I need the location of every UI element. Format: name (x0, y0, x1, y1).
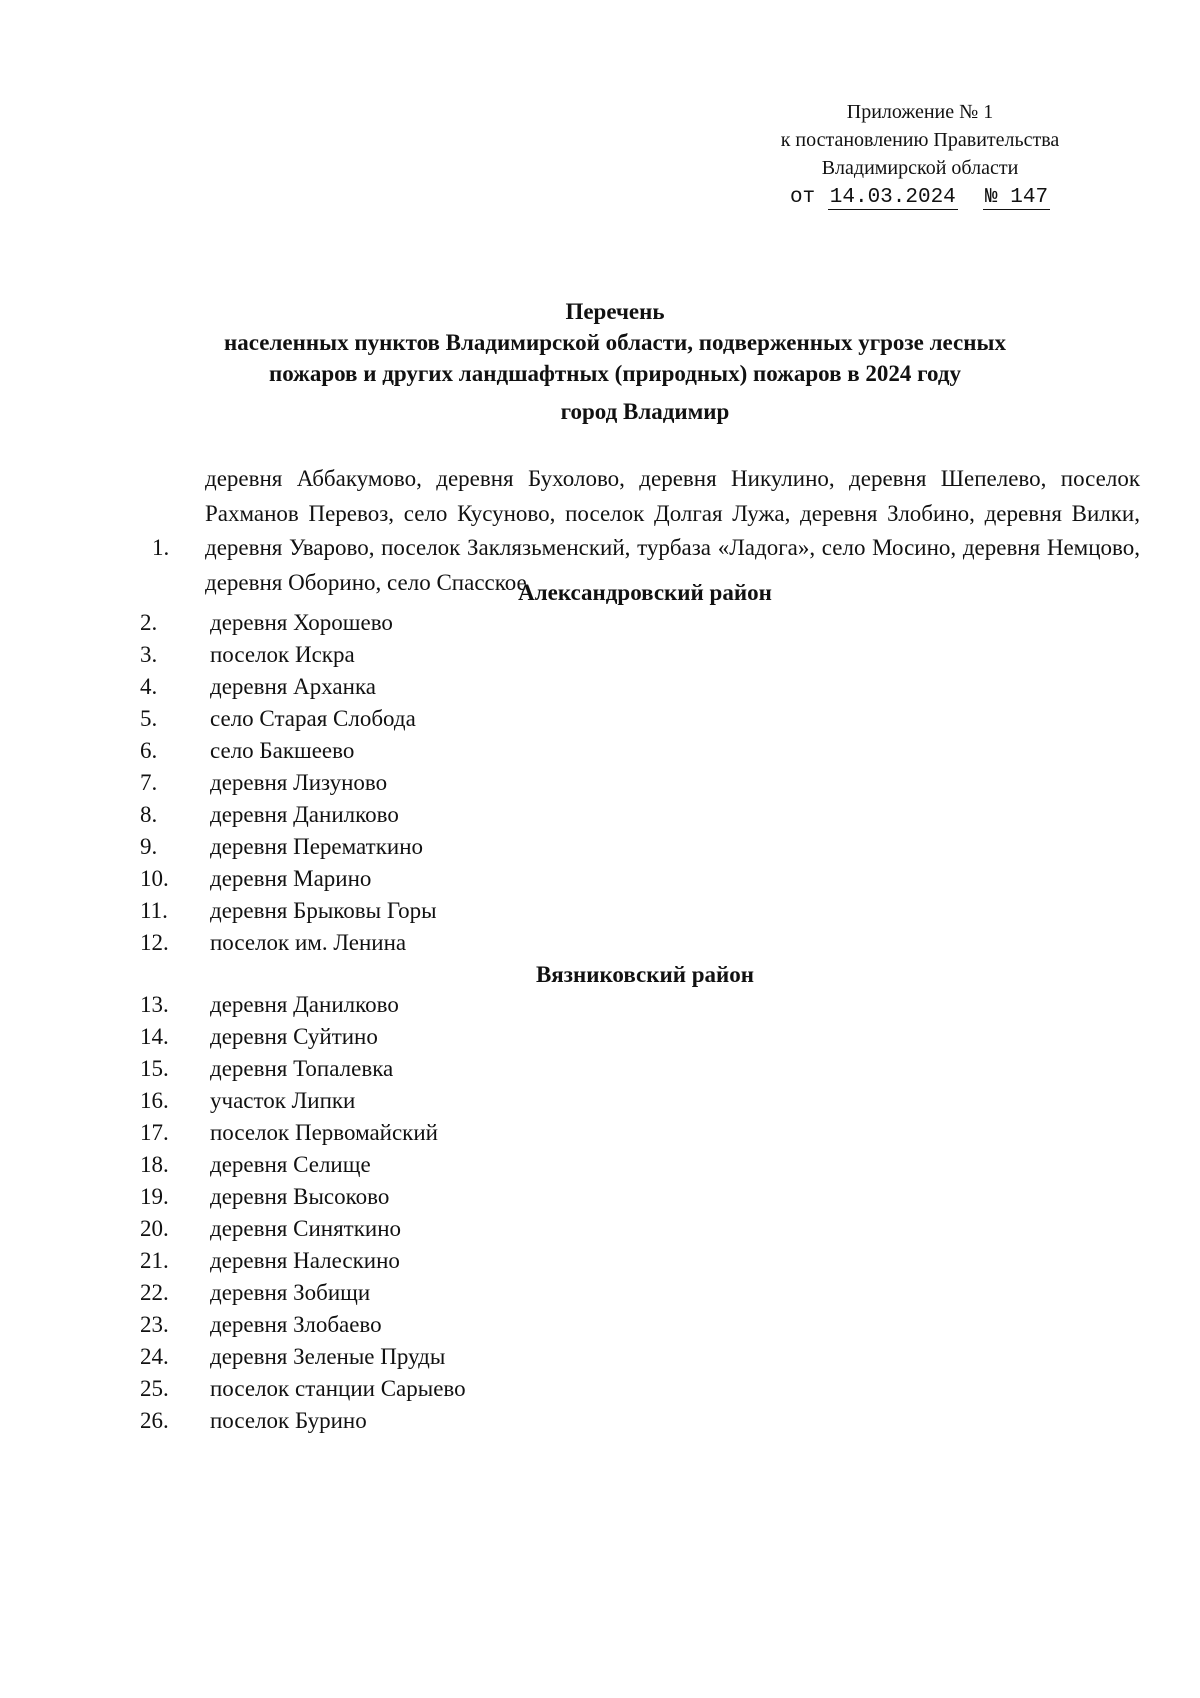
list-item (140, 1374, 466, 1404)
section-heading-vyaznikovsky: Вязниковский район (535, 962, 755, 987)
number-value: 147 (1010, 186, 1049, 209)
item-number: 1. (152, 535, 170, 560)
item-number: 13. (140, 992, 169, 1017)
item-number: 8. (140, 802, 158, 827)
list-item (140, 800, 399, 830)
list-item (140, 1310, 382, 1340)
item-text: село Бакшеево (210, 738, 355, 763)
item-number: 3. (140, 642, 158, 667)
item-number: 12. (140, 930, 169, 955)
item-text: село Старая Слобода (210, 706, 416, 731)
item-number: 24. (140, 1344, 169, 1369)
item-text: деревня Брыковы Горы (210, 898, 437, 923)
item-number: 16. (140, 1088, 169, 1113)
item-number: 4. (140, 674, 158, 699)
item-text: поселок Первомайский (210, 1120, 438, 1145)
list-item (140, 1342, 445, 1372)
document-title (120, 296, 1110, 389)
item-text: деревня Зобищи (210, 1280, 371, 1305)
item-number: 19. (140, 1184, 169, 1209)
appendix-line-2: к постановлению Правительства (780, 129, 1060, 151)
appendix-line-1: Приложение № 1 (846, 101, 994, 123)
date-prefix: от (789, 186, 816, 209)
list-item (140, 832, 423, 862)
item-number: 20. (140, 1216, 169, 1241)
decree-number (983, 187, 1050, 210)
item-number: 15. (140, 1056, 169, 1081)
item-text: поселок Бурино (210, 1408, 367, 1433)
decree-date-line (740, 184, 1100, 212)
list-item (140, 672, 376, 702)
number-label: № (985, 186, 998, 209)
item-text: деревня Селище (210, 1152, 371, 1177)
list-item (140, 1054, 393, 1084)
list-item (140, 928, 406, 958)
item-number: 10. (140, 866, 169, 891)
item-number: 17. (140, 1120, 169, 1145)
item-text: деревня Синяткино (210, 1216, 401, 1241)
item-number: 26. (140, 1408, 169, 1433)
list-item (140, 1118, 438, 1148)
list-item (140, 640, 355, 670)
list-item (140, 896, 437, 926)
list-item (140, 1214, 401, 1244)
item-text: деревня Налескино (210, 1248, 400, 1273)
section-heading-vladimir: город Владимир (560, 399, 730, 424)
appendix-line-3: Владимирской области (821, 157, 1019, 179)
item-number: 11. (140, 898, 168, 923)
item-number: 7. (140, 770, 158, 795)
item-text: деревня Данилково (210, 802, 399, 827)
item-text: деревня Данилково (210, 992, 399, 1017)
item-text: деревня Лизуново (210, 770, 388, 795)
item-number: 9. (140, 834, 158, 859)
item-text: деревня Перематкино (210, 834, 423, 859)
list-item (140, 1150, 371, 1180)
item-text: деревня Топалевка (210, 1056, 394, 1081)
list-item (140, 768, 387, 798)
item-number: 23. (140, 1312, 169, 1337)
title-line-3: пожаров и других ландшафтных (природных) пожаров в 2024 году (268, 361, 962, 386)
list-item (140, 1182, 389, 1212)
section-heading-aleksandrovsky: Александровский район (518, 580, 772, 605)
item-number: 22. (140, 1280, 169, 1305)
item-text: деревня Зеленые Пруды (210, 1344, 446, 1369)
list-item (140, 1086, 355, 1116)
appendix-header (740, 98, 1100, 212)
item-text: деревня Аббакумово, деревня Бухолово, деревня Никулино, деревня Шепелево, поселок Рахманов Перевоз, село Кусуново, поселок Долгая Лужа, деревня Злобино, деревня Вилки, деревня Уварово, поселок Заклязьменский, турбаза «Ладога», село Мосино, деревня Немцово, деревня Оборино, село Спасское (205, 466, 1140, 595)
item-text: поселок им. Ленина (210, 930, 407, 955)
item-text: поселок Искра (210, 642, 355, 667)
item-text: деревня Хорошево (210, 610, 393, 635)
item-number: 18. (140, 1152, 169, 1177)
list-item (140, 1406, 367, 1436)
item-text: деревня Марино (210, 866, 372, 891)
title-line-2: населенных пунктов Владимирской области, подверженных угрозе лесных (224, 330, 1006, 355)
item-text: деревня Злобаево (210, 1312, 382, 1337)
decree-date: 14.03.2024 (829, 186, 956, 209)
item-text: деревня Высоково (210, 1184, 390, 1209)
item-text: поселок станции Сарыево (210, 1376, 466, 1401)
list-item (140, 704, 416, 734)
item-number: 5. (140, 706, 158, 731)
list-item (140, 1278, 370, 1308)
item-text: участок Липки (210, 1088, 356, 1113)
list-item (140, 864, 371, 894)
list-item (140, 1022, 378, 1052)
item-number: 25. (140, 1376, 169, 1401)
item-text: деревня Арханка (210, 674, 376, 699)
title-line-1: Перечень (565, 299, 665, 324)
list-item (140, 990, 399, 1020)
item-number: 14. (140, 1024, 169, 1049)
list-item (140, 608, 393, 638)
item-text: деревня Суйтино (210, 1024, 378, 1049)
list-item (140, 1246, 400, 1276)
item-number: 6. (140, 738, 158, 763)
item-number: 21. (140, 1248, 169, 1273)
list-item (140, 736, 354, 766)
item-number: 2. (140, 610, 158, 635)
